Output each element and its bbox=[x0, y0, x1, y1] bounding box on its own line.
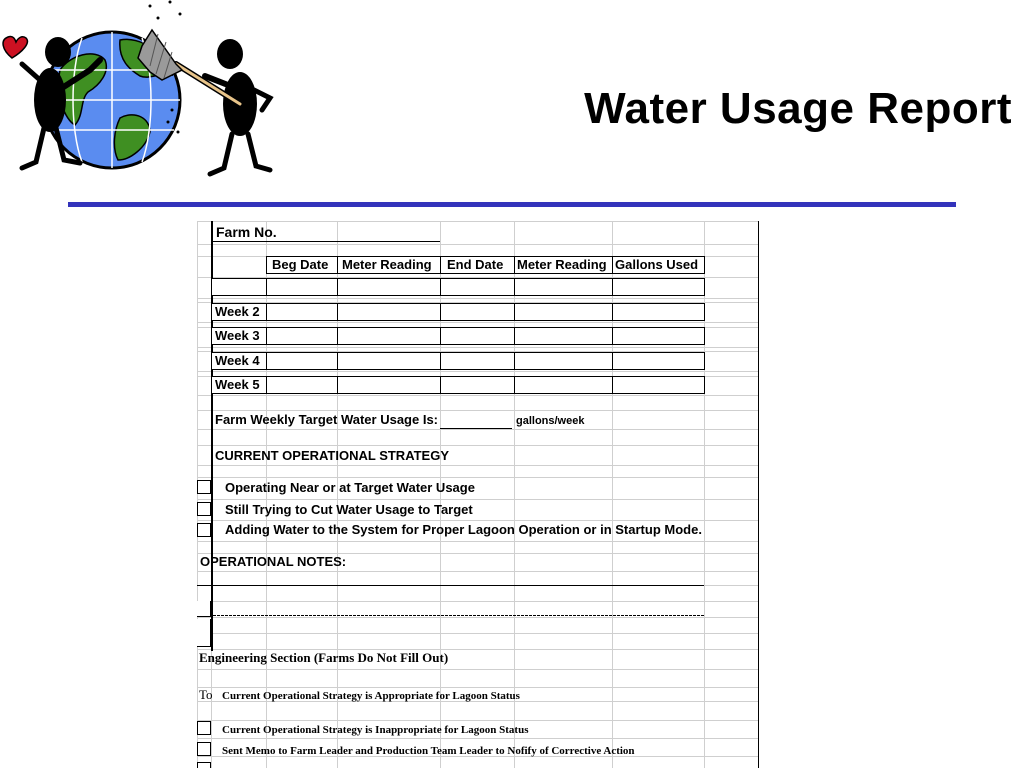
week4-gallons[interactable] bbox=[612, 352, 705, 370]
strategy-option: Adding Water to the System for Proper Lagoon Operation or in Startup Mode. bbox=[225, 522, 702, 537]
notes-line[interactable] bbox=[197, 615, 704, 616]
column-header: Meter Reading bbox=[342, 257, 432, 272]
page-title: Water Usage Report bbox=[584, 84, 1012, 133]
clipart-cleaning-globe bbox=[0, 0, 280, 185]
week1-beg-date[interactable] bbox=[266, 278, 338, 296]
heart-icon bbox=[3, 36, 27, 58]
week3-beg-date[interactable] bbox=[266, 327, 338, 345]
week-label: Week 5 bbox=[215, 377, 260, 392]
week5-end-date[interactable] bbox=[440, 376, 515, 394]
target-usage-unit: gallons/week bbox=[516, 415, 585, 427]
week3-beg-meter[interactable] bbox=[337, 327, 441, 345]
engineering-option: Sent Memo to Farm Leader and Production Team Leader to Nofify of Corrective Action bbox=[222, 745, 635, 757]
column-header: End Date bbox=[447, 257, 504, 272]
week4-beg-meter[interactable] bbox=[337, 352, 441, 370]
engineering-checkbox[interactable] bbox=[197, 742, 211, 756]
week2-beg-meter[interactable] bbox=[337, 303, 441, 321]
engineering-option: Current Operational Strategy is Inappropriate for Lagoon Status bbox=[222, 724, 529, 736]
water-usage-form bbox=[197, 221, 759, 768]
engineering-checkbox[interactable] bbox=[197, 762, 211, 768]
week3-end-date[interactable] bbox=[440, 327, 515, 345]
week1-end-date[interactable] bbox=[440, 278, 515, 296]
strategy-heading: CURRENT OPERATIONAL STRATEGY bbox=[215, 448, 450, 463]
strategy-checkbox[interactable] bbox=[197, 523, 211, 537]
strategy-option: Operating Near or at Target Water Usage bbox=[225, 480, 475, 495]
week1-beg-meter[interactable] bbox=[337, 278, 441, 296]
week5-gallons[interactable] bbox=[612, 376, 705, 394]
strategy-option: Still Trying to Cut Water Usage to Target bbox=[225, 502, 473, 517]
week4-beg-date[interactable] bbox=[266, 352, 338, 370]
week3-end-meter[interactable] bbox=[514, 327, 613, 345]
engineering-heading: Engineering Section (Farms Do Not Fill Out) bbox=[199, 650, 449, 665]
column-header: Beg Date bbox=[272, 257, 329, 272]
strategy-checkbox[interactable] bbox=[197, 502, 211, 516]
week4-end-date[interactable] bbox=[440, 352, 515, 370]
week5-end-meter[interactable] bbox=[514, 376, 613, 394]
engineering-option: Current Operational Strategy is Appropriate for Lagoon Status bbox=[222, 690, 520, 702]
title-divider bbox=[68, 202, 956, 207]
notes-line[interactable] bbox=[197, 585, 704, 586]
week2-beg-date[interactable] bbox=[266, 303, 338, 321]
week1-gallons[interactable] bbox=[612, 278, 705, 296]
target-usage-label: Farm Weekly Target Water Usage Is: bbox=[215, 412, 439, 427]
week1-end-meter[interactable] bbox=[514, 278, 613, 296]
column-header: Gallons Used bbox=[615, 257, 699, 272]
notes-heading: OPERATIONAL NOTES: bbox=[200, 554, 347, 569]
farm-no-line[interactable] bbox=[213, 241, 440, 242]
week2-end-meter[interactable] bbox=[514, 303, 613, 321]
week3-gallons[interactable] bbox=[612, 327, 705, 345]
engineering-truncated-text: To bbox=[199, 687, 213, 702]
week2-end-date[interactable] bbox=[440, 303, 515, 321]
strategy-checkbox[interactable] bbox=[197, 480, 211, 494]
week4-end-meter[interactable] bbox=[514, 352, 613, 370]
right-figure bbox=[205, 39, 270, 174]
engineering-checkbox[interactable] bbox=[197, 721, 211, 735]
target-usage-line[interactable] bbox=[440, 428, 512, 429]
week-label: Week 4 bbox=[215, 353, 260, 368]
week2-gallons[interactable] bbox=[612, 303, 705, 321]
column-header: Meter Reading bbox=[517, 257, 607, 272]
week-label: Week 3 bbox=[215, 328, 260, 343]
week-label: Week 2 bbox=[215, 304, 260, 319]
farm-no-label: Farm No. bbox=[216, 224, 277, 240]
week5-beg-meter[interactable] bbox=[337, 376, 441, 394]
week5-beg-date[interactable] bbox=[266, 376, 338, 394]
